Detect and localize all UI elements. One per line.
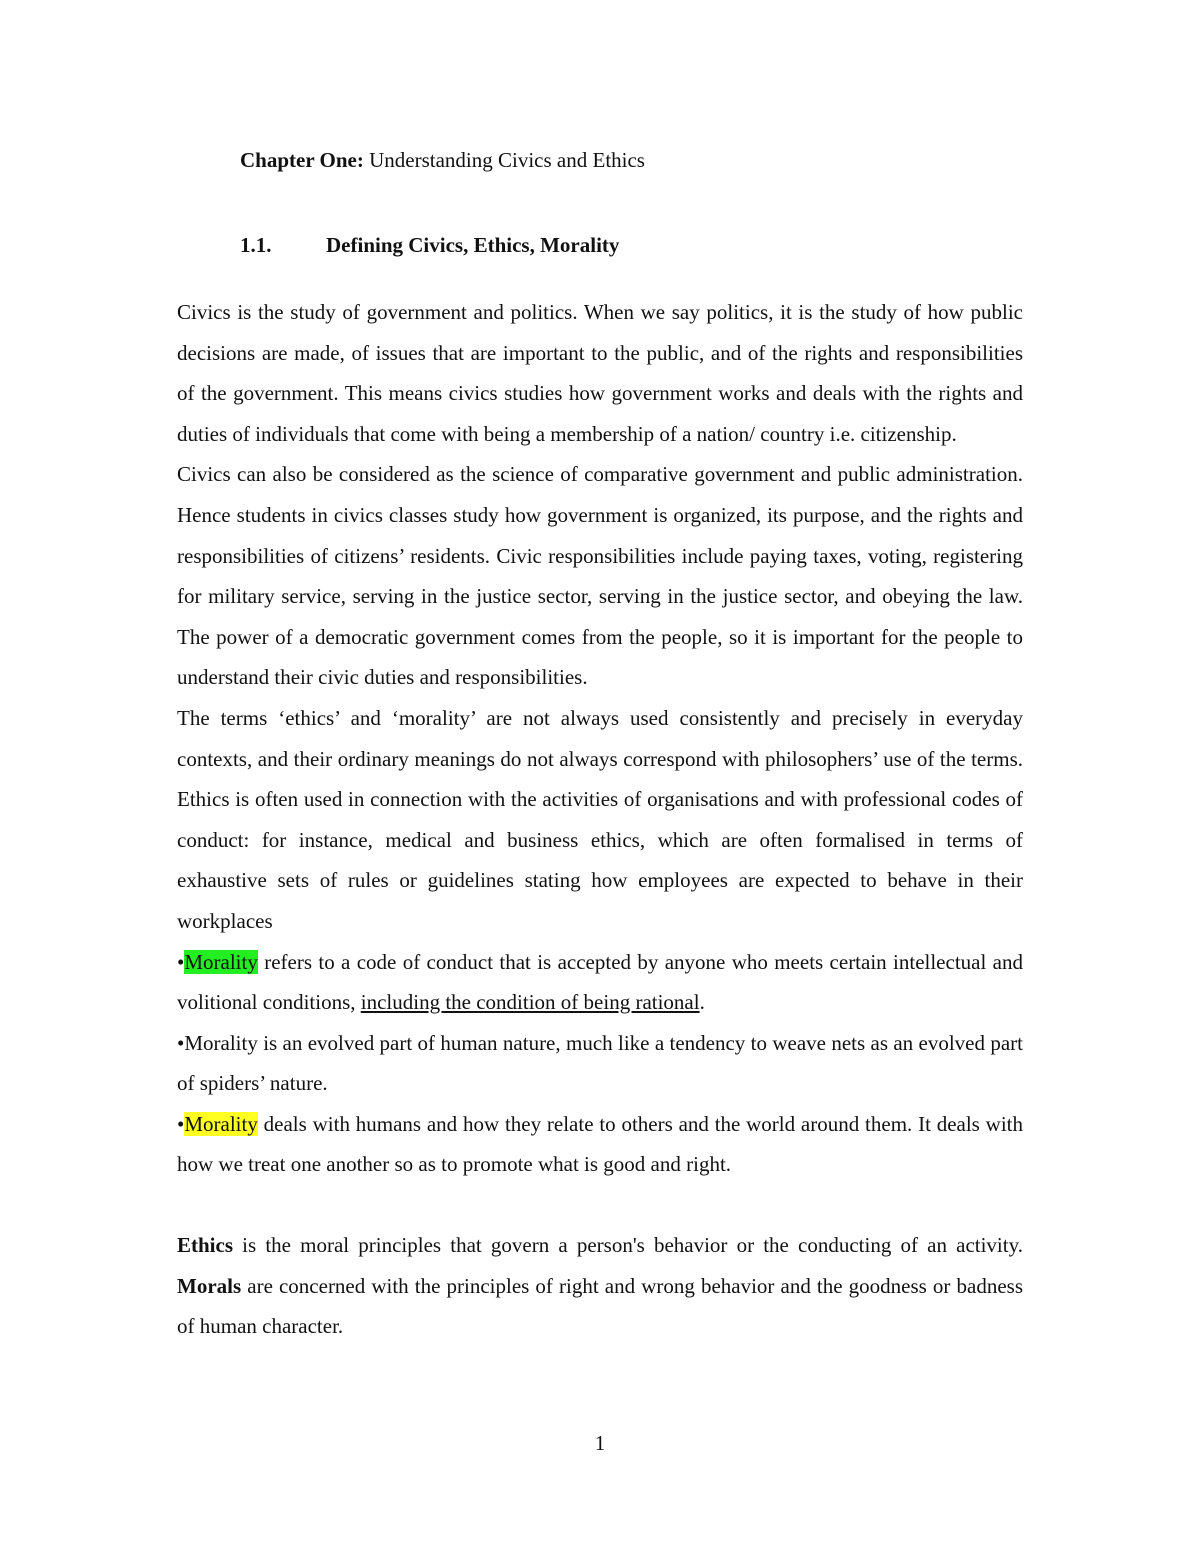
term-ethics: Ethics (177, 1233, 234, 1258)
ethics-definition: is the moral principles that govern a person's behavior or the conducting of an activity. (233, 1233, 1023, 1258)
highlighted-term-green: Morality (184, 949, 258, 974)
bullet-end: . (699, 990, 705, 1015)
term-morals: Morals (177, 1273, 242, 1298)
chapter-label: Chapter One: (240, 148, 364, 172)
paragraph-ethics-morality-terms: The terms ‘ethics’ and ‘morality’ are not always used consistently and precisely in everyday contexts, and their ordinary meanings do not always correspond with philosophers’ use of the terms. Ethics is often used in connection with the activities of organisations and with professional codes of conduct: for instance, medical and business ethics, which are often formalised in terms of exhaustive sets of rules or guidelines stating how employees are expected to behave in their workplaces (177, 705, 1023, 933)
bullet-marker: • (177, 1111, 185, 1136)
chapter-title (240, 145, 645, 175)
section-heading (240, 230, 619, 260)
bullet-morality-humans (177, 1104, 1023, 1185)
chapter-name: Understanding Civics and Ethics (363, 148, 645, 172)
bullet-morality-code (177, 942, 1023, 1023)
bullet-text: deals with humans and how they relate to others and the world around them. It deals with how we treat one another so as to promote what is good and right. (177, 1111, 1023, 1177)
bullet-text: refers to a code of conduct that is accepted by anyone who meets certain intellectual and volitional conditions, (177, 949, 1023, 1015)
section-number: 1.1. (240, 233, 272, 257)
section-title: Defining Civics, Ethics, Morality (326, 233, 620, 257)
bullet-morality-evolved: •Morality is an evolved part of human nature, much like a tendency to weave nets as an evolved part of spiders’ nature. (177, 1030, 1023, 1096)
highlighted-term-yellow: Morality (184, 1111, 258, 1136)
bullet-marker: • (177, 949, 185, 974)
body-text (177, 292, 1023, 1347)
paragraph-ethics-morals (177, 1225, 1023, 1347)
paragraph-civics-definition: Civics is the study of government and politics. When we say politics, it is the study of how public decisions are made, of issues that are important to the public, and of the rights and responsibilities of the government. This means civics studies how government works and deals with the rights and duties of individuals that come with being a membership of a nation/ country i.e. citizenship. (177, 300, 1023, 446)
morals-definition: are concerned with the principles of right and wrong behavior and the goodness or badness of human character. (177, 1273, 1023, 1339)
page-number: 1 (594, 1431, 606, 1455)
underlined-phrase: including the condition of being rational (360, 990, 700, 1015)
paragraph-civics-science: Civics can also be considered as the science of comparative government and public administration. Hence students in civics classes study how government is organized, its purpose, and the rights and responsibilities of citizens’ residents. Civic responsibilities include paying taxes, voting, registering for military service, serving in the justice sector, serving in the justice sector, and obeying the law. The power of a democratic government comes from the people, so it is important for the people to understand their civic duties and responsibilities. (177, 462, 1023, 690)
